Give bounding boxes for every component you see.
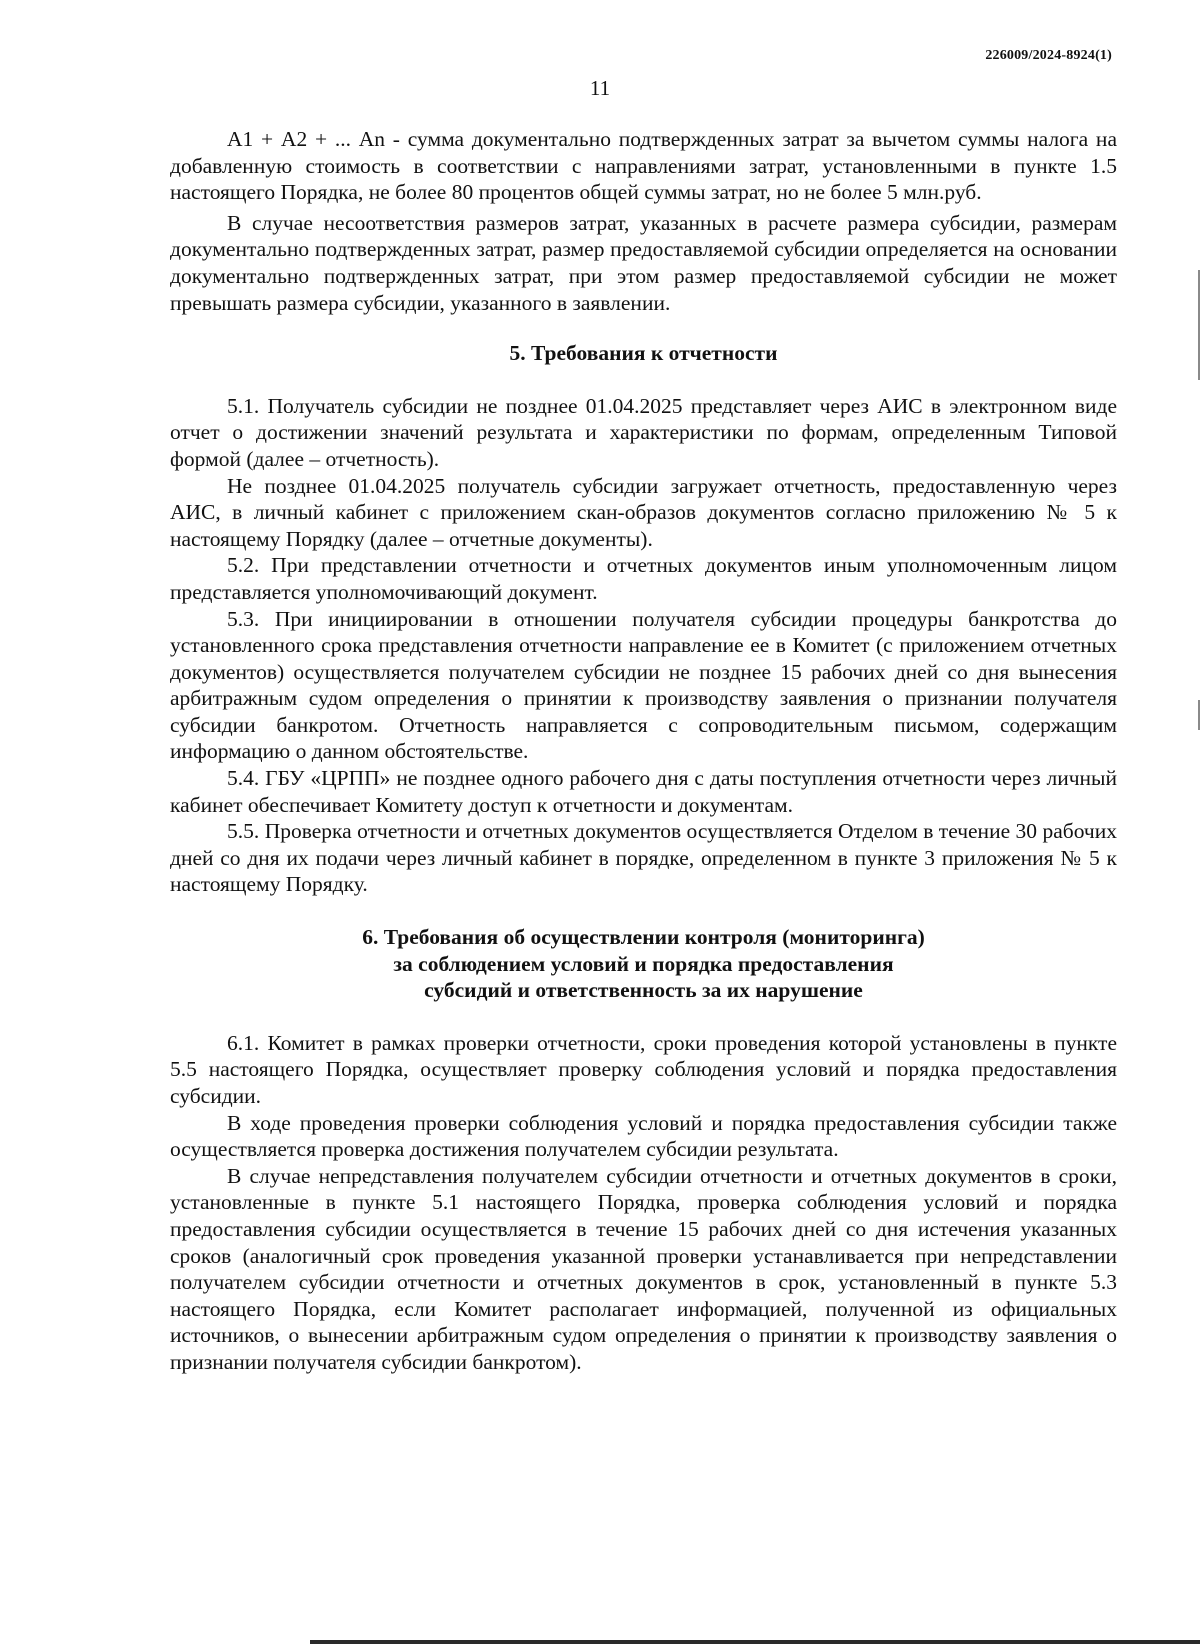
section-6-heading-line-2: за соблюдением условий и порядка предоставления — [393, 951, 894, 976]
section-6-heading-line-1: 6. Требования об осуществлении контроля (мониторинга) — [362, 925, 925, 950]
section-6-heading-line-3: субсидий и ответственность за их нарушение — [424, 978, 863, 1003]
clause-5-1: 5.1. Получатель субсидии не позднее 01.04.2025 представляет через АИС в электронном виде отчет о достижении значений результата и характеристики по формам, определенным Типовой формой (далее – отчетность). — [170, 393, 1117, 471]
formula-explanation-paragraph: А1 + А2 + ... Аn - сумма документально подтвержденных затрат за вычетом суммы налога на добавленную стоимость в соответствии с направлениями затрат, установленными в пункте 1.5 настоящего Порядка, не более 80 процентов общей суммы затрат, но не более 5 млн.руб. — [170, 127, 1117, 205]
page-number: 11 — [589, 76, 611, 100]
document-body — [170, 126, 1117, 1376]
cost-mismatch-paragraph: В случае несоответствия размеров затрат, указанных в расчете размера субсидии, размерам документально подтвержденных затрат, размер предоставляемой субсидии определяется на основании документально подтвержденных затрат, при этом размер предоставляемой субсидии не может превышать размера субсидии, указанного в заявлении. — [170, 210, 1117, 315]
clause-5-5: 5.5. Проверка отчетности и отчетных документов осуществляется Отделом в течение 30 рабочих дней со дня их подачи через личный кабинет в порядке, определенном в пункте 3 приложения № 5 к настоящему Порядку. — [170, 819, 1117, 897]
section-6-heading — [170, 924, 1117, 1004]
clause-6-1-non-submission: В случае непредставления получателем субсидии отчетности и отчетных документов в сроки, установленные в пункте 5.1 настоящего Порядка, проверка соблюдения условий и порядка предоставления субсидии осуществляется в течение 15 рабочих дней со дня истечения указанных сроков (аналогичный срок проведения указанной проверки устанавливается при непредставлении получателем субсидии отчетности и отчетных документов в срок, установленный в пункте 5.3 настоящего Порядка, если Комитет располагает информацией, полученной из официальных источников, о вынесении арбитражным судом определения о принятии к производству заявления о признании получателя субсидии банкротом). — [170, 1163, 1117, 1374]
clause-5-2: 5.2. При представлении отчетности и отчетных документов иным уполномоченным лицом представляется уполномочивающий документ. — [170, 553, 1117, 604]
clause-5-1-upload: Не позднее 01.04.2025 получатель субсидии загружает отчетность, предоставленную через АИС, в личный кабинет с приложением скан-образов документов согласно приложению № 5 к настоящему Порядку (далее – отчетные документы). — [170, 473, 1117, 551]
clause-6-1: 6.1. Комитет в рамках проверки отчетности, сроки проведения которой установлены в пункте 5.5 настоящего Порядка, осуществляет проверку соблюдения условий и порядка предоставления субсидии. — [170, 1030, 1117, 1108]
clause-5-3: 5.3. При инициировании в отношении получателя субсидии процедуры банкротства до установленного срока представления отчетности направление ее в Комитет (с приложением отчетных документов) осуществляется получателем субсидии не позднее 15 рабочих дней со дня вынесения арбитражным судом определения о принятии к производству заявления о признании получателя субсидии банкротом. Отчетность направляется с сопроводительным письмом, содержащим информацию о данном обстоятельстве. — [170, 606, 1117, 764]
document-id: 226009/2024-8924(1) — [985, 48, 1112, 63]
section-5-heading: 5. Требования к отчетности — [509, 341, 778, 366]
scan-bottom-edge — [310, 1640, 1200, 1644]
clause-6-1-result-check: В ходе проведения проверки соблюдения условий и порядка предоставления субсидии также осуществляется проверка достижения получателем субсидии результата. — [170, 1110, 1117, 1162]
clause-5-4: 5.4. ГБУ «ЦРПП» не позднее одного рабочего дня с даты поступления отчетности через личный кабинет обеспечивает Комитету доступ к отчетности и документам. — [170, 766, 1117, 817]
